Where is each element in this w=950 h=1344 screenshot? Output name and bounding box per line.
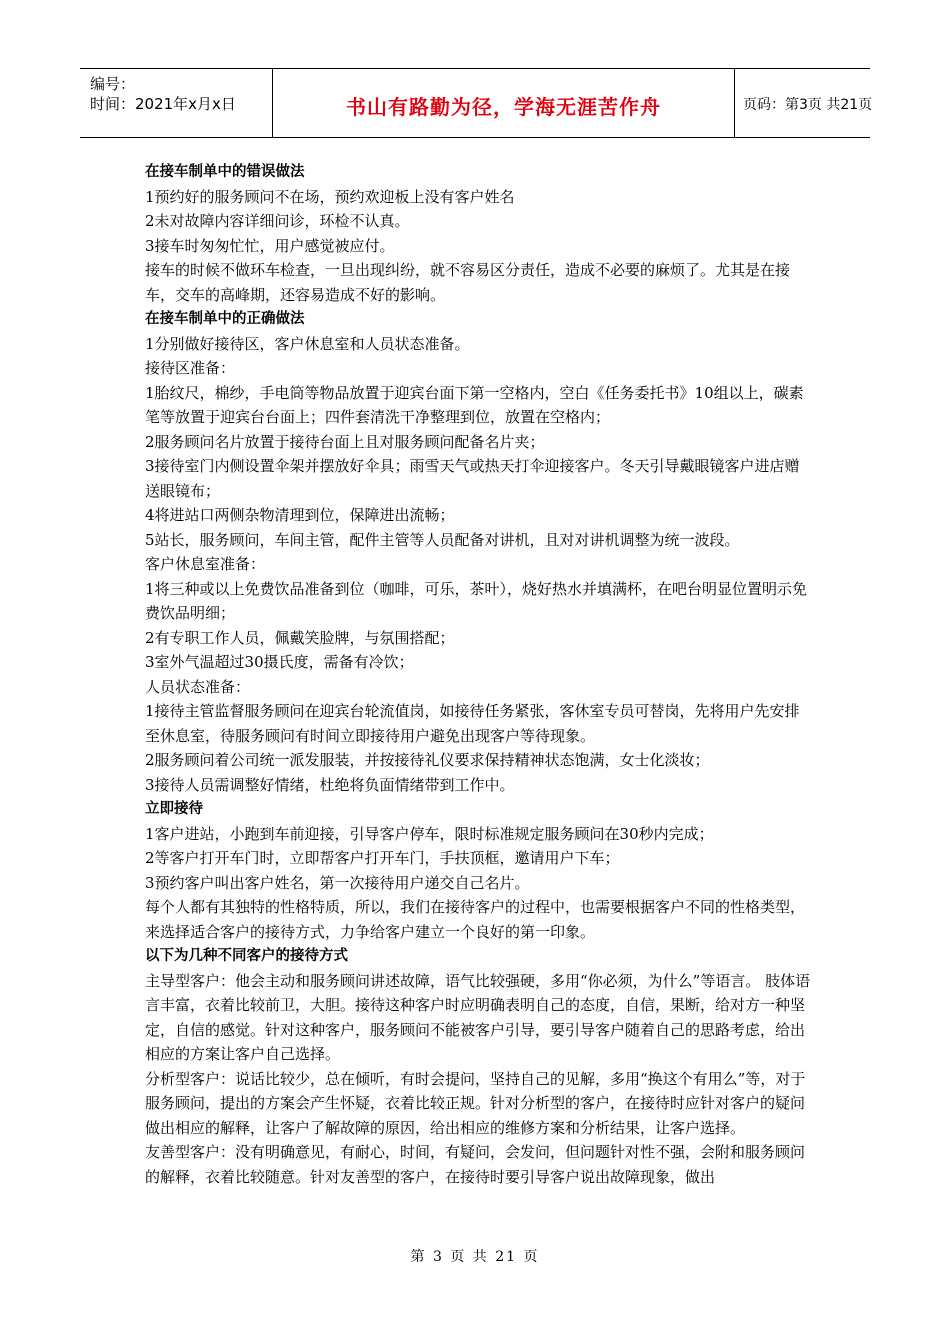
body-paragraph: 1接待主管监督服务顾问在迎宾台轮流值岗，如接待任务紧张，客休室专员可替岗，先将用户先安排至休息室，待服务顾问有时间立即接待用户避免出现客户等待现象。 (145, 702, 800, 745)
page-info: 页码：第3页 共21页 (743, 97, 873, 113)
body-paragraph: 4将进站口两侧杂物清理到位，保障进出流畅； (145, 506, 455, 524)
section-heading: 在接车制单中的正确做法 (145, 311, 305, 327)
body-paragraph: 1预约好的服务顾问不在场，预约欢迎板上没有客户姓名 (145, 187, 515, 206)
body-paragraph: 接车的时候不做环车检查，一旦出现纠纷，就不容易区分责任，造成不必要的麻烦了。尤其是在接车，交车的高峰期，还容易造成不好的影响。 (145, 261, 791, 304)
doc-date-label: 时间：2021年x月x日 (90, 95, 236, 113)
body-paragraph: 3接待室门内侧设置伞架并摆放好伞具；雨雪天气或热天打伞迎接客户。冬天引导戴眼镜客户进店赠送眼镜布； (145, 457, 800, 500)
document-body (145, 160, 813, 1189)
body-paragraph: 1胎纹尺，棉纱，手电筒等物品放置于迎宾台面下第一空格内，空白《任务委托书》10组以上，碳素笔等放置于迎宾台台面上；四件套清洗干净整理到位，放置在空格内； (145, 383, 804, 426)
body-paragraph: 1分别做好接待区，客户休息室和人员状态准备。 (145, 334, 470, 353)
body-paragraph: 分析型客户：说话比较少，总在倾听，有时会提问，坚持自己的见解，多用“换这个有用么”等，对于服务顾问，提出的方案会产生怀疑，衣着比较正规。针对分析型的客户，在接待时应针对客户的疑问做出相应的解释，让客户了解故障的原因，给出相应的维修方案和分析结果，让客户选择。 (145, 1069, 806, 1137)
body-paragraph: 友善型客户：没有明确意见，有耐心，时间，有疑问，会发问，但问题针对性不强，会附和服务顾问的解释，衣着比较随意。针对友善型的客户，在接待时要引导客户说出故障现象，做出 (145, 1143, 806, 1186)
motto-text: 书山有路勤为径，学海无涯苦作舟 (346, 95, 661, 119)
body-paragraph: 3接待人员需调整好情绪，杜绝将负面情绪带到工作中。 (145, 775, 515, 794)
body-paragraph: 3接车时匆匆忙忙，用户感觉被应付。 (145, 236, 395, 255)
body-paragraph: 2等客户打开车门时，立即帮客户打开车门，手扶顶框，邀请用户下车； (145, 849, 620, 867)
body-paragraph: 2服务顾问名片放置于接待台面上且对服务顾问配备名片夹； (145, 432, 545, 451)
body-paragraph: 3室外气温超过30摄氏度，需备有冷饮； (145, 653, 414, 671)
header-motto-cell (273, 69, 735, 137)
body-paragraph: 2未对故障内容详细问诊，环检不认真。 (145, 212, 410, 230)
body-paragraph: 人员状态准备： (145, 677, 251, 696)
page-footer: 第 3 页 共 21 页 (410, 1249, 540, 1265)
body-paragraph: 3预约客户叫出客户姓名，第一次接待用户递交自己名片。 (145, 873, 530, 892)
body-paragraph: 5站长，服务顾问，车间主管，配件主管等人员配备对讲机，且对对讲机调整为统一波段。 (145, 530, 740, 549)
section-heading: 立即接待 (145, 801, 203, 817)
body-paragraph: 主导型客户：他会主动和服务顾问讲述故障，语气比较强硬，多用“你必须，为什么”等语言。 肢体语言丰富，衣着比较前卫，大胆。接待这种客户时应明确表明自己的态度，自信，果断，给对方一种坚定，自信的感觉。针对这种客户，服务顾问不能被客户引导，要引导客户随着自己的思路考虑，给出相应的方案让客户自己选择。 (145, 971, 811, 1063)
body-paragraph: 每个人都有其独特的性格特质，所以，我们在接待客户的过程中，也需要根据客户不同的性格类型，来选择适合客户的接待方式，力争给客户建立一个良好的第一印象。 (145, 898, 806, 941)
body-paragraph: 2服务顾问着公司统一派发服装，并按接待礼仪要求保持精神状态饱满，女士化淡妆； (145, 751, 710, 769)
header-page-cell (735, 69, 873, 137)
header-meta-cell (80, 69, 273, 137)
body-paragraph: 客户休息室准备： (145, 555, 266, 573)
section-heading: 以下为几种不同客户的接待方式 (145, 948, 348, 964)
doc-code-label: 编号： (90, 75, 136, 93)
body-paragraph: 2有专职工作人员，佩戴笑脸牌，与氛围搭配； (145, 628, 455, 647)
section-heading: 在接车制单中的错误做法 (145, 164, 305, 180)
body-paragraph: 接待区准备： (145, 359, 236, 377)
page-header (80, 68, 873, 138)
body-paragraph: 1客户进站，小跑到车前迎接，引导客户停车，限时标准规定服务顾问在30秒内完成； (145, 824, 714, 843)
body-paragraph: 1将三种或以上免费饮品准备到位（咖啡，可乐，茶叶），烧好热水并填满杯，在吧台明显位置明示免费饮品明细； (145, 579, 808, 622)
